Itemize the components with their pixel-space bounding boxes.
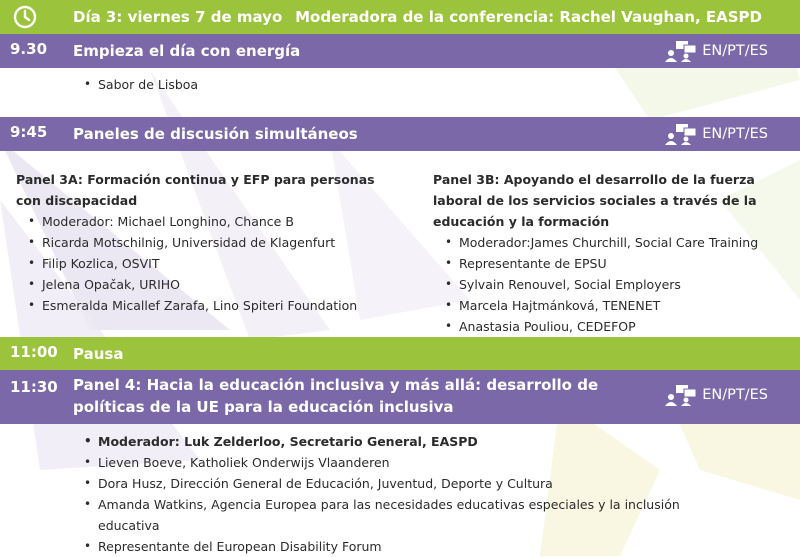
language-label: EN/PT/ES [702,43,768,59]
session-title: Pausa [73,345,124,363]
list-item: • Filip Kozlica, OSVIT [24,253,381,274]
session-time: 11:30 [10,378,58,396]
panel-3b [433,169,788,337]
list-item: • Anastasia Pouliou, CEDEFOP [441,316,788,337]
session-bar-945 [0,117,800,151]
list-item: • Ricarda Motschilnig, Universidad de Klagenfurt [24,232,381,253]
list-item: • Dora Husz, Dirección General de Educación, Juventud, Deporte y Cultura [80,473,680,494]
list-item: • Moderador: Michael Longhino, Chance B [24,211,381,232]
session-title: Panel 4: Hacia la educación inclusiva y más allá: desarrollo de políticas de la UE para la educación inclusiva [73,376,599,416]
interpretation-icon [664,40,698,62]
panel-3a [16,169,381,316]
day-header [0,0,800,34]
list-item: • Sylvain Renouvel, Social Employers [441,274,788,295]
interpretation-icon [664,123,698,145]
session-time: 9:45 [10,123,48,141]
session-time: 9.30 [10,40,48,58]
panel-title: Panel 3B: Apoyando el desarrollo de la fuerza laboral de los servicios sociales a través de la educación y la formación [433,172,757,229]
session-content-1130 [80,431,680,557]
language-indicator [664,384,768,406]
list-item: • Moderador: Luk Zelderloo, Secretario General, EASPD [80,431,680,452]
session-title: Empieza el día con energía [73,42,301,60]
list-item: • Jelena Opačak, URIHO [24,274,381,295]
list-item: • Lieven Boeve, Katholiek Onderwijs Vlaanderen [80,452,680,473]
session-bar-1130 [0,370,800,424]
language-label: EN/PT/ES [702,387,768,403]
conference-moderator: Moderadora de la conferencia: Rachel Vaughan, EASPD [295,8,762,26]
session-title: Paneles de discusión simultáneos [73,125,358,143]
session-time: 11:00 [10,343,58,361]
list-item: • Representante del European Disability Forum [80,536,680,557]
clock-icon [13,5,37,33]
session-bar-1100 [0,337,800,370]
language-label: EN/PT/ES [702,126,768,142]
list-item: • Amanda Watkins, Agencia Europea para las necesidades educativas especiales y la inclusión educativa [80,494,680,536]
session-bar-930 [0,34,800,68]
list-item: • Moderador:James Churchill, Social Care Training [441,232,788,253]
language-indicator [664,123,768,145]
language-indicator [664,40,768,62]
interpretation-icon [664,384,698,406]
list-item: • Marcela Hajtmánková, TENENET [441,295,788,316]
list-item: • Sabor de Lisboa [80,74,740,95]
session-content-930 [80,74,740,95]
day-title: Día 3: viernes 7 de mayo [73,8,283,26]
panel-title: Panel 3A: Formación continua y EFP para personas con discapacidad [16,172,375,208]
list-item: • Esmeralda Micallef Zarafa, Lino Spiteri Foundation [24,295,381,316]
list-item: • Representante de EPSU [441,253,788,274]
